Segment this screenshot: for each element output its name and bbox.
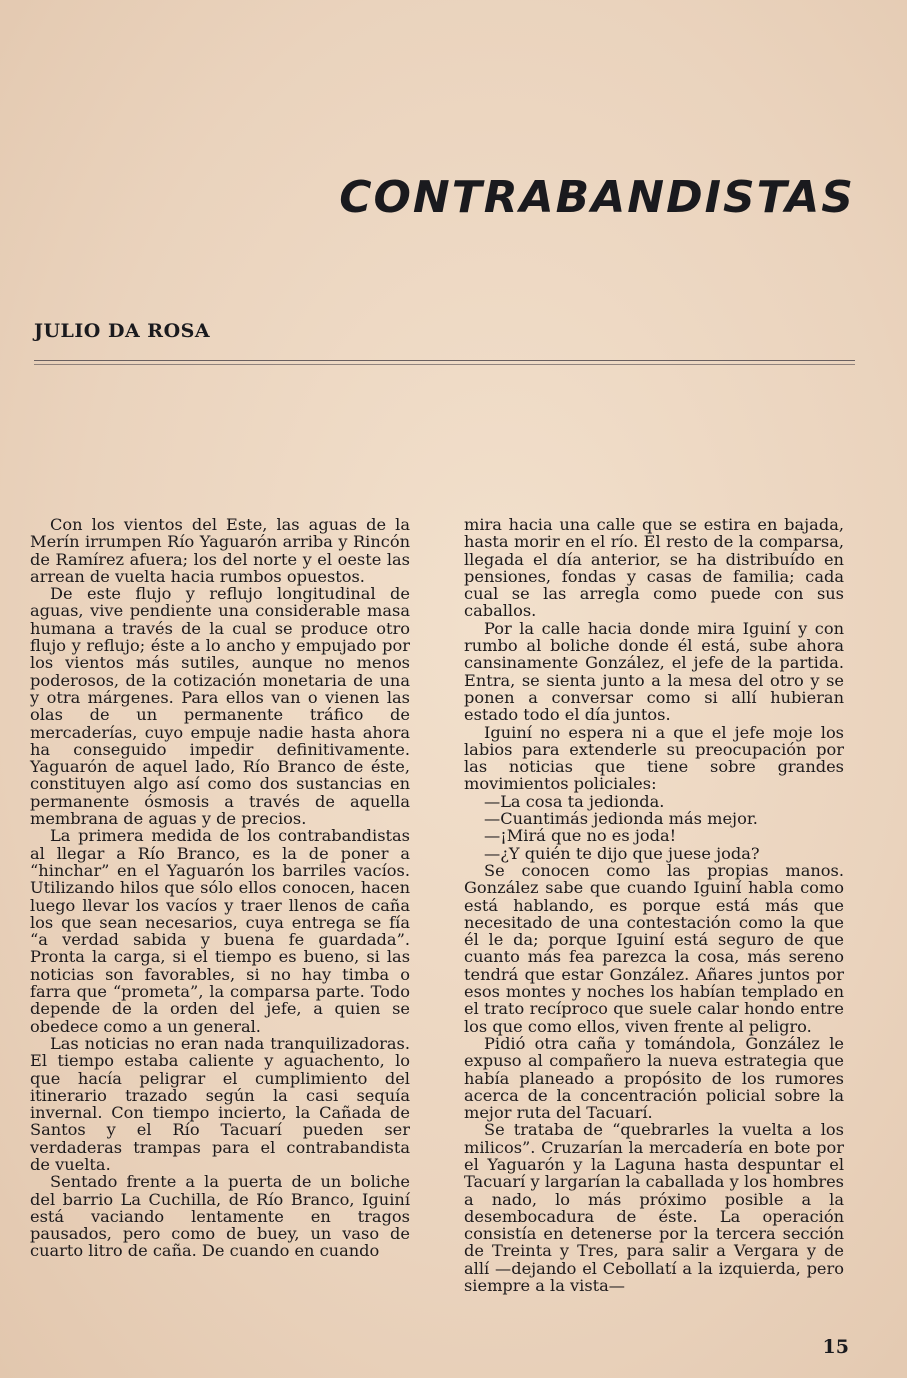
divider-rule [34, 360, 855, 361]
paragraph: Iguiní no espera ni a que el jefe moje los labios para extenderle su preocupación por las noticias que tiene sobre grandes movimientos policiales: [464, 722, 844, 794]
paragraph: Se conocen como las propias manos. González sabe que cuando Iguiní habla como está hablando, es porque está más que necesitado de una contestación como la que él le da; porque Iguiní está seguro de que cuanto más fea parezca la cosa, más sereno tendrá que estar González. Añares juntos por esos montes y noches los habían templado en el trato recíproco que suele calar hondo entre los que como ellos, viven frente al peligro. [464, 860, 844, 1036]
divider-rule-secondary [34, 364, 855, 365]
paragraph: Sentado frente a la puerta de un boliche del barrio La Cuchilla, de Río Branco, Iguiní está vaciando lentamente en tragos pausados, pero como de buey, un vaso de cuarto litro de caña. De cuando en cuando [30, 1172, 410, 1261]
paragraph: Con los vientos del Este, las aguas de la Merín irrumpen Río Yaguarón arriba y Rincón de Ramírez afuera; los del norte y el oeste las arrean de vuelta hacia rumbos opuestos. [30, 515, 410, 586]
paragraph: De este flujo y reflujo longitudinal de aguas, vive pendiente una considerable masa humana a través de la cual se produce otro flujo y reflujo; éste a lo ancho y empujado por los vientos más sutiles, aunque no menos poderosos, de la cotización monetaria de una y otra márgenes. Para ellos van o vienen las olas de un permanente tráfico de mercaderías, cuyo empuje nadie hasta ahora ha conseguido impedir definitivamente. Yaguarón de aquel lado, Río Branco de éste, constituyen algo así como dos sustancias en permanente ósmosis a través de aquella membrana de aguas y de precios. [30, 584, 410, 829]
page-number: 15 [822, 1336, 849, 1358]
text-column-right [464, 516, 844, 1294]
paragraph: Pidió otra caña y tomándola, González le expuso al compañero la nueva estrategia que había planeado a propósito de los rumores acerca de la concentración policial sobre la mejor ruta del Tacuarí. [464, 1033, 844, 1123]
dialogue-line: —¿Y quién te dijo que juese joda? [484, 843, 760, 863]
author-name: JULIO DA ROSA [34, 320, 211, 342]
paragraph: Se trataba de “quebrarles la vuelta a los milicos”. Cruzarían la mercadería en bote por el Yaguarón y la Laguna hasta despuntar el Tacuarí y largarían la caballada y los hombres a nado, lo más próximo posible a la desembocadura de éste. La operación consistía en detenerse por la tercera sección de Treinta y Tres, para salir a Vergara y de allí —dejando el Cebollatí a la izquierda, pero siempre a la vista— [464, 1120, 844, 1296]
dialogue-line: —La cosa ta jedionda. [484, 791, 665, 811]
dialogue-line: —Cuantimás jedionda más mejor. [484, 809, 758, 829]
dialogue-line: —¡Mirá que no es joda! [484, 826, 677, 846]
paragraph: Por la calle hacia donde mira Iguiní y con rumbo al boliche donde él está, sube ahora cansinamente González, el jefe de la partida. Entra, se sienta junto a la mesa del otro y se ponen a conversar como si allí hubieran estado todo el día juntos. [464, 618, 844, 725]
article-title: CONTRABANDISTAS [339, 172, 855, 223]
text-column-left [30, 516, 410, 1260]
paragraph: La primera medida de los contrabandistas al llegar a Río Branco, es la de poner a “hinchar” en el Yaguarón los barriles vacíos. Utilizando hilos que sólo ellos conocen, hacen luego llevar los vacíos y traer llenos de caña los que sean necesarios, cuya entrega se fía “a verdad sabida y buena fe guardada”. Pronta la carga, si el tiempo es bueno, si las noticias son favorables, si no hay timba o farra que “prometa”, la comparsa parte. Todo depende de la orden del jefe, a quien se obedece como a un general. [30, 826, 410, 1036]
paragraph-continued: mira hacia una calle que se estira en bajada, hasta morir en el río. El resto de la comparsa, llegada el día anterior, se ha distribuído en pensiones, fondas y casas de familia; cada cual se las arregla como puede con sus caballos. [464, 515, 844, 621]
paragraph: Las noticias no eran nada tranquilizadoras. El tiempo estaba caliente y aguachento, lo que hacía peligrar el cumplimiento del itinerario trazado según la casi sequía invernal. Con tiempo incierto, la Cañada de Santos y el Río Tacuarí pueden ser verdaderas trampas para el contrabandista de vuelta. [30, 1033, 410, 1174]
